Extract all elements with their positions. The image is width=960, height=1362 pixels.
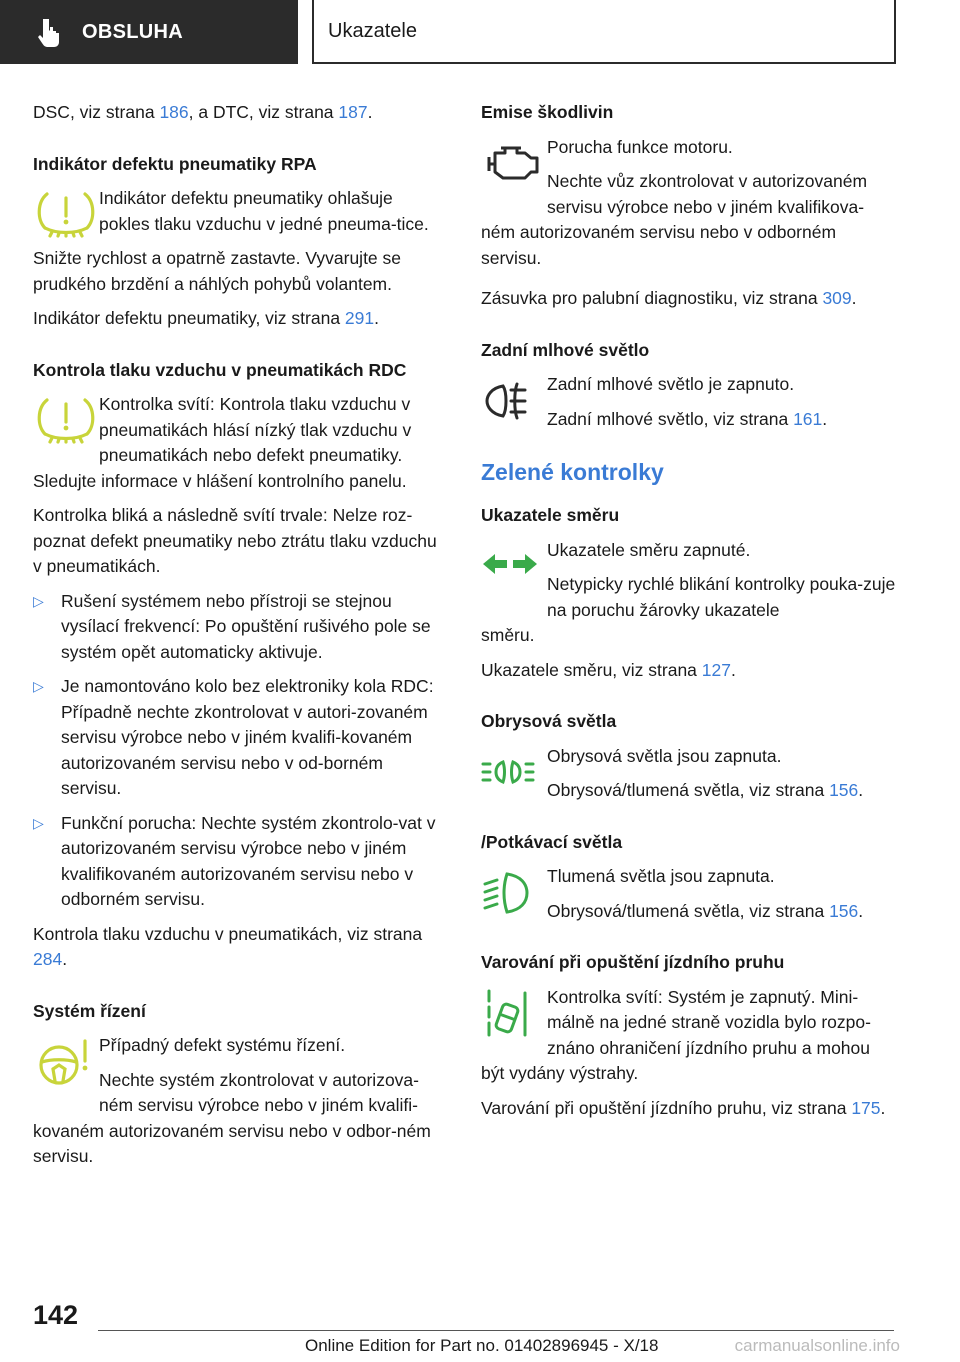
check-engine-icon — [481, 137, 547, 189]
low-beam-text: Tlumená světla jsou zapnuta. — [547, 866, 775, 886]
rdc-reference: Kontrola tlaku vzduchu v pneumatikách, viz strana 284. — [33, 923, 423, 969]
obd-reference: Zásuvka pro palubní diagnostiku, viz strana 309. — [481, 288, 857, 308]
page-link[interactable]: 161 — [793, 408, 823, 429]
page-header — [0, 0, 960, 66]
low-beam-icon — [481, 866, 547, 918]
page-link[interactable]: 127 — [701, 659, 731, 680]
right-column — [481, 100, 896, 1130]
page-footer — [0, 1290, 960, 1362]
tire-pressure-warning-icon — [33, 188, 99, 240]
rdc-blink-text: Kontrolka bliká a následně svítí trvale: Nelze roz-poznat defekt pneumatiky nebo ztrátu tlaku vzduchu v pneumatikách. — [33, 505, 437, 576]
rpa-heading: Indikátor defektu pneumatiky RPA — [33, 153, 317, 174]
page-link[interactable]: 156 — [829, 780, 859, 800]
section-tab[interactable] — [0, 0, 298, 64]
emissions-text: Porucha funkce motoru. — [547, 136, 733, 157]
lane-text: Kontrolka svítí: Systém je zapnutý. Mini-málně na jedné straně vozidla bylo rozpo-znáno ohraničení jízdního pruhu a mohou — [547, 986, 871, 1058]
emissions-heading: Emise škodlivin — [481, 102, 614, 122]
emissions-advice-cont: ném autorizovaném servisu nebo v odborném servisu. — [481, 222, 837, 268]
page-link[interactable]: 291 — [344, 308, 375, 328]
steering-advice: Nechte systém zkontrolovat v autorizova-ném servisu výrobce nebo v jiném kvalifi- — [99, 1069, 419, 1115]
page-link[interactable]: 309 — [822, 288, 852, 308]
low-beam-reference: Obrysová/tlumená světla, viz strana 156. — [547, 900, 864, 921]
lane-reference: Varování při opuštění jízdního pruhu, viz strana 175. — [481, 1097, 886, 1118]
rear-fog-text: Zadní mlhové světlo je zapnuto. — [547, 374, 795, 394]
page-link[interactable]: 187 — [338, 102, 368, 122]
lane-heading: Varování při opuštění jízdního pruhu — [481, 952, 785, 972]
chapter-tab[interactable] — [312, 0, 896, 64]
triangle-bullet-icon: ▷ — [33, 678, 44, 694]
chapter-label: Ukazatele — [328, 19, 417, 42]
green-lights-heading: Zelené kontrolky — [481, 459, 664, 485]
rear-fog-heading: Zadní mlhové světlo — [481, 339, 650, 360]
rdc-text-cont: Sledujte informace v hlášení kontrolního panelu. — [33, 470, 407, 491]
parking-reference: Obrysová/tlumená světla, viz strana 156. — [547, 780, 864, 800]
footer-divider — [98, 1330, 894, 1331]
triangle-bullet-icon: ▷ — [33, 592, 44, 609]
low-beam-heading: /Potkávací světla — [481, 831, 623, 852]
turn-advice-cont: směru. — [481, 625, 535, 645]
steering-text: Případný defekt systému řízení. — [99, 1035, 346, 1055]
left-column — [33, 100, 448, 1179]
lane-text-cont: být vydány výstrahy. — [481, 1063, 639, 1083]
list-item: ▷ Rušení systémem nebo přístroji se stejnou vysílací frekvencí: Po opuštění rušivého pole se systém opět automaticky aktivuje. — [33, 590, 431, 662]
turn-heading: Ukazatele směru — [481, 505, 620, 525]
tire-pressure-warning-icon — [33, 394, 99, 446]
parking-lights-icon — [481, 746, 547, 798]
turn-advice: Netypicky rychlé blikání kontrolky pouka-zuje na poruchu žárovky ukazatele — [547, 574, 896, 620]
page-link[interactable]: 284 — [33, 949, 63, 969]
page-link[interactable]: 186 — [159, 102, 189, 122]
turn-reference: Ukazatele směru, viz strana 127. — [481, 659, 736, 680]
parking-text: Obrysová světla jsou zapnuta. — [547, 745, 782, 766]
rear-fog-reference: Zadní mlhové světlo, viz strana 161. — [547, 408, 828, 429]
hand-pointer-icon — [38, 17, 64, 47]
page-number: 142 — [33, 1300, 79, 1330]
page-link[interactable]: 156 — [829, 900, 859, 921]
watermark: carmanualsonline.info — [734, 1336, 900, 1355]
steering-heading: Systém řízení — [33, 1000, 146, 1021]
rdc-heading: Kontrola tlaku vzduchu v pneumatikách RDC — [33, 359, 407, 380]
turn-text: Ukazatele směru zapnuté. — [547, 539, 751, 560]
rdc-text: Kontrolka svítí: Kontrola tlaku vzduchu v pneumatikách hlásí nízký tlak vzduchu v pneumatikách nebo defekt pneumatiky. — [99, 394, 412, 465]
section-label: OBSLUHA — [82, 20, 183, 43]
steering-advice-cont: kovaném autorizovaném servisu nebo v odbor-ném servisu. — [33, 1120, 431, 1166]
triangle-bullet-icon: ▷ — [33, 814, 44, 831]
parking-heading: Obrysová světla — [481, 711, 617, 731]
rpa-text: Indikátor defektu pneumatiky ohlašuje pokles tlaku vzduchu v jedné pneuma-tice. — [99, 188, 429, 234]
lane-departure-icon — [481, 987, 547, 1039]
turn-signal-arrows-icon — [481, 540, 547, 592]
emissions-advice: Nechte vůz zkontrolovat v autorizovaném servisu výrobce nebo v jiném kvalifikova- — [547, 171, 868, 217]
list-item: ▷ Je namontováno kolo bez elektroniky kola RDC: Případně nechte zkontrolovat v autori-zovaném servisu výrobce nebo v jiném kvalifi-kovaném autorizovaném servisu nebo v od-borném servisu. — [33, 676, 434, 798]
rpa-advice: Snižte rychlost a opatrně zastavte. Vyvarujte se prudkého brzdění a náhlých pohybů volantem. — [33, 248, 402, 294]
edition-text: Online Edition for Part no. 01402896945 - X/18 — [305, 1336, 659, 1355]
rdc-bullet-list — [33, 589, 448, 913]
rear-fog-light-icon — [481, 374, 547, 426]
page-link[interactable]: 175 — [851, 1097, 881, 1118]
intro-paragraph: DSC, viz strana 186, a DTC, viz strana 187. — [33, 102, 373, 122]
list-item: ▷ Funkční porucha: Nechte systém zkontrolo-vat v autorizovaném servisu výrobce nebo v jiném kvalifikovaném autorizovaném servisu nebo v odborném servisu. — [33, 812, 436, 909]
steering-warning-icon — [33, 1035, 99, 1087]
rpa-reference: Indikátor defektu pneumatiky, viz strana 291. — [33, 308, 379, 328]
